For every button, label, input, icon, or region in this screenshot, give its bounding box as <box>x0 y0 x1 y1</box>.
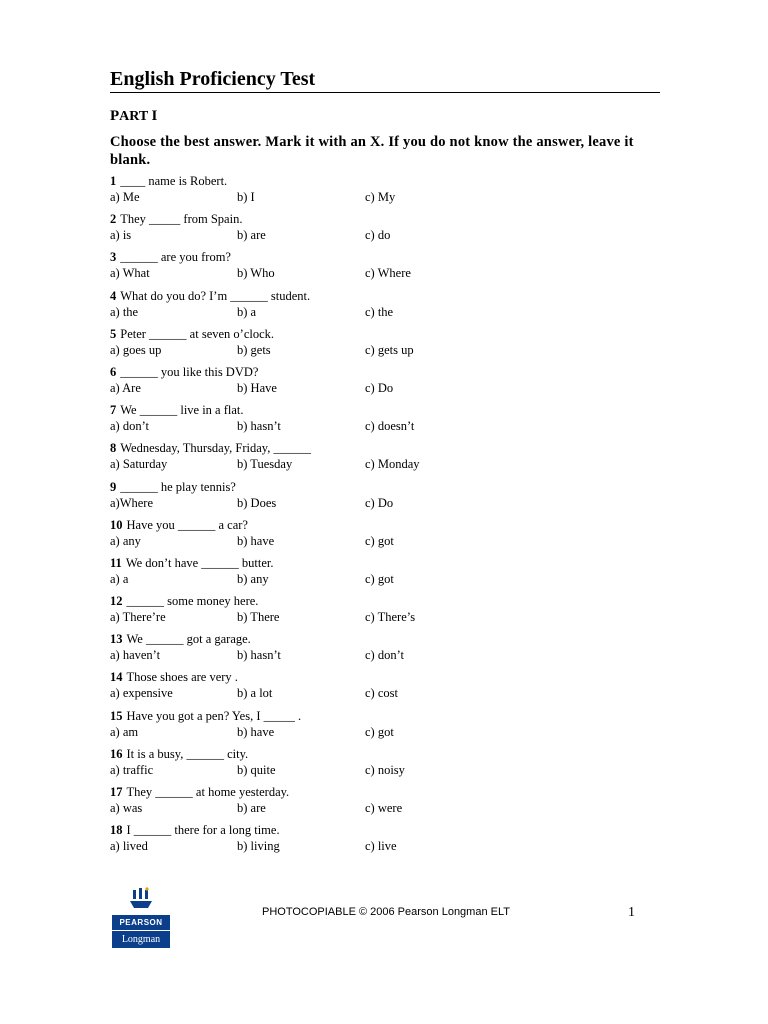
answer-option-b[interactable]: b) There <box>237 610 280 625</box>
question-stem <box>110 288 530 304</box>
answer-option-b[interactable]: b) are <box>237 801 266 815</box>
question-number: 6 <box>110 364 117 379</box>
question-number: 16 <box>110 746 123 761</box>
question-text: What do you do? I’m ______ student. <box>120 288 311 303</box>
answer-option-a[interactable]: a) is <box>110 228 132 243</box>
answer-options <box>110 265 530 281</box>
answer-option-b[interactable]: b) a lot <box>237 686 273 701</box>
question-stem <box>110 708 530 724</box>
question-stem <box>110 211 530 227</box>
question-item <box>110 479 530 517</box>
question-number: 3 <box>110 250 117 265</box>
answer-option-b[interactable]: b) Does <box>237 495 277 510</box>
answer-option-a[interactable]: a) goes up <box>110 342 162 357</box>
question-text: I ______ there for a long time. <box>126 823 280 838</box>
question-item <box>110 211 530 249</box>
question-stem <box>110 555 530 571</box>
answer-option-b[interactable]: b) a <box>237 304 257 319</box>
title-rule <box>110 92 660 93</box>
question-stem <box>110 440 530 456</box>
answer-option-b[interactable]: b) have <box>237 533 275 548</box>
answer-option-b[interactable]: b) I <box>237 190 255 204</box>
answer-options <box>110 647 530 663</box>
question-number: 9 <box>110 479 117 494</box>
question-item <box>110 326 530 364</box>
answer-options <box>110 456 530 472</box>
answer-option-a[interactable]: a) Saturday <box>110 457 168 472</box>
question-text: They _____ from Spain. <box>120 212 243 227</box>
part-heading <box>110 108 157 125</box>
answer-options <box>110 533 530 549</box>
answer-option-c[interactable]: c) don’t <box>365 648 404 663</box>
pearson-longman-logo <box>112 886 170 948</box>
answer-option-c[interactable]: c) got <box>365 724 394 739</box>
question-number: 14 <box>110 670 123 685</box>
answer-options <box>110 342 530 358</box>
answer-option-c[interactable]: c) got <box>365 533 394 548</box>
question-stem <box>110 364 530 380</box>
question-number: 15 <box>110 708 123 723</box>
question-stem <box>110 173 530 189</box>
answer-option-c[interactable]: c) Monday <box>365 457 420 472</box>
question-list <box>110 173 530 860</box>
question-item <box>110 669 530 707</box>
question-number: 13 <box>110 632 123 647</box>
question-item <box>110 746 530 784</box>
question-text: It is a busy, ______ city. <box>126 746 249 761</box>
question-text: Those shoes are very . <box>126 670 238 685</box>
answer-option-b[interactable]: b) gets <box>237 342 271 357</box>
answer-option-c[interactable]: c) Where <box>365 266 411 281</box>
answer-option-c[interactable]: c) were <box>365 801 403 815</box>
question-text: We don’t have ______ butter. <box>125 555 274 570</box>
question-stem <box>110 593 530 609</box>
answer-option-c[interactable]: c) noisy <box>365 762 405 777</box>
question-item <box>110 631 530 669</box>
answer-option-c[interactable]: c) There’s <box>365 610 416 625</box>
question-text: Have you ______ a car? <box>126 517 248 532</box>
answer-option-c[interactable]: c) My <box>365 190 396 204</box>
instructions: Choose the best answer. Mark it with an X. If you do not know the answer, leave it blank. <box>110 134 634 168</box>
answer-options <box>110 609 530 625</box>
question-item <box>110 440 530 478</box>
answer-options <box>110 800 530 816</box>
answer-option-a[interactable]: a) traffic <box>110 762 154 777</box>
question-stem <box>110 669 530 685</box>
question-stem <box>110 631 530 647</box>
part-heading-small: ART <box>119 109 148 124</box>
answer-option-b[interactable]: b) living <box>237 839 280 854</box>
answer-options <box>110 838 530 854</box>
answer-option-c[interactable]: c) the <box>365 304 394 319</box>
question-number: 2 <box>110 212 117 227</box>
answer-option-c[interactable]: c) Do <box>365 380 394 395</box>
answer-option-b[interactable]: b) hasn’t <box>237 648 281 663</box>
answer-option-a[interactable]: a) Are <box>110 380 141 395</box>
question-number: 10 <box>110 517 123 532</box>
answer-option-b[interactable]: b) hasn’t <box>237 419 281 434</box>
answer-options <box>110 685 530 701</box>
answer-option-a[interactable]: a)Where <box>110 495 154 510</box>
question-text: ____ name is Robert. <box>120 174 228 188</box>
answer-options <box>110 571 530 587</box>
answer-option-c[interactable]: c) do <box>365 228 391 243</box>
question-item <box>110 555 530 593</box>
question-text: We ______ got a garage. <box>126 632 251 647</box>
answer-options <box>110 227 530 243</box>
question-stem <box>110 479 530 495</box>
answer-option-c[interactable]: c) gets up <box>365 342 414 357</box>
answer-option-c[interactable]: c) got <box>365 571 394 586</box>
answer-option-a[interactable]: a) the <box>110 304 139 319</box>
question-item <box>110 822 530 860</box>
answer-option-b[interactable]: b) have <box>237 724 275 739</box>
answer-option-b[interactable]: b) are <box>237 228 266 243</box>
page-number: 1 <box>628 905 635 920</box>
question-text: Have you got a pen? Yes, I _____ . <box>126 708 302 723</box>
question-stem <box>110 326 530 342</box>
question-stem <box>110 249 530 265</box>
answer-option-a[interactable]: a) any <box>110 533 141 548</box>
question-number: 1 <box>110 174 117 188</box>
answer-option-a[interactable]: a) What <box>110 266 150 281</box>
question-item <box>110 784 530 822</box>
answer-options <box>110 304 530 320</box>
question-stem <box>110 784 530 800</box>
question-item <box>110 364 530 402</box>
answer-option-b[interactable]: b) quite <box>237 762 276 777</box>
logo-brand-pearson: PEARSON <box>112 915 170 930</box>
question-number: 7 <box>110 403 117 418</box>
question-number: 11 <box>110 555 122 570</box>
answer-option-b[interactable]: b) Who <box>237 266 275 281</box>
question-text: We ______ live in a flat. <box>120 403 244 418</box>
question-stem <box>110 822 530 838</box>
answer-options <box>110 724 530 740</box>
question-stem <box>110 402 530 418</box>
question-text: ______ you like this DVD? <box>120 364 259 379</box>
answer-option-a[interactable]: a) Me <box>110 190 140 204</box>
question-text: They ______ at home yesterday. <box>126 785 290 799</box>
question-item <box>110 593 530 631</box>
logo-brand-longman: Longman <box>112 931 170 948</box>
answer-option-a[interactable]: a) a <box>110 571 129 586</box>
question-number: 8 <box>110 441 117 456</box>
answer-option-c[interactable]: c) Do <box>365 495 394 510</box>
question-number: 12 <box>110 594 123 609</box>
answer-option-a[interactable]: a) There’re <box>110 610 166 625</box>
answer-option-a[interactable]: a) don’t <box>110 419 149 434</box>
answer-option-a[interactable]: a) haven’t <box>110 648 161 663</box>
question-item <box>110 708 530 746</box>
part-heading-cap: P <box>110 108 120 124</box>
answer-option-c[interactable]: c) live <box>365 839 397 854</box>
question-item <box>110 288 530 326</box>
footer-copyright: PHOTOCOPIABLE © 2006 Pearson Longman ELT <box>262 906 510 918</box>
answer-options <box>110 418 530 434</box>
answer-option-a[interactable]: a) was <box>110 801 143 815</box>
question-stem <box>110 517 530 533</box>
question-number: 4 <box>110 288 117 303</box>
question-number: 18 <box>110 823 123 838</box>
answer-options <box>110 189 530 205</box>
answer-option-b[interactable]: b) Have <box>237 380 277 395</box>
answer-option-a[interactable]: a) lived <box>110 839 148 854</box>
page-title: English Proficiency Test <box>110 68 316 90</box>
question-text: Wednesday, Thursday, Friday, ______ <box>120 441 311 456</box>
question-text: Peter ______ at seven o’clock. <box>120 326 275 341</box>
answer-option-c[interactable]: c) doesn’t <box>365 419 415 434</box>
question-number: 5 <box>110 326 117 341</box>
question-item <box>110 402 530 440</box>
part-heading-roman: I <box>151 108 158 124</box>
answer-option-b[interactable]: b) any <box>237 571 269 586</box>
answer-options <box>110 380 530 396</box>
question-item <box>110 173 530 211</box>
answer-option-a[interactable]: a) am <box>110 724 139 739</box>
question-text: ______ are you from? <box>120 250 231 265</box>
ship-icon <box>128 886 154 912</box>
question-number: 17 <box>110 785 123 799</box>
answer-option-c[interactable]: c) cost <box>365 686 398 701</box>
question-text: ______ some money here. <box>126 594 259 609</box>
question-stem <box>110 746 530 762</box>
question-item <box>110 517 530 555</box>
question-text: ______ he play tennis? <box>120 479 236 494</box>
question-item <box>110 249 530 287</box>
answer-options <box>110 762 530 778</box>
answer-option-a[interactable]: a) expensive <box>110 686 173 701</box>
answer-option-b[interactable]: b) Tuesday <box>237 457 293 472</box>
answer-options <box>110 495 530 511</box>
